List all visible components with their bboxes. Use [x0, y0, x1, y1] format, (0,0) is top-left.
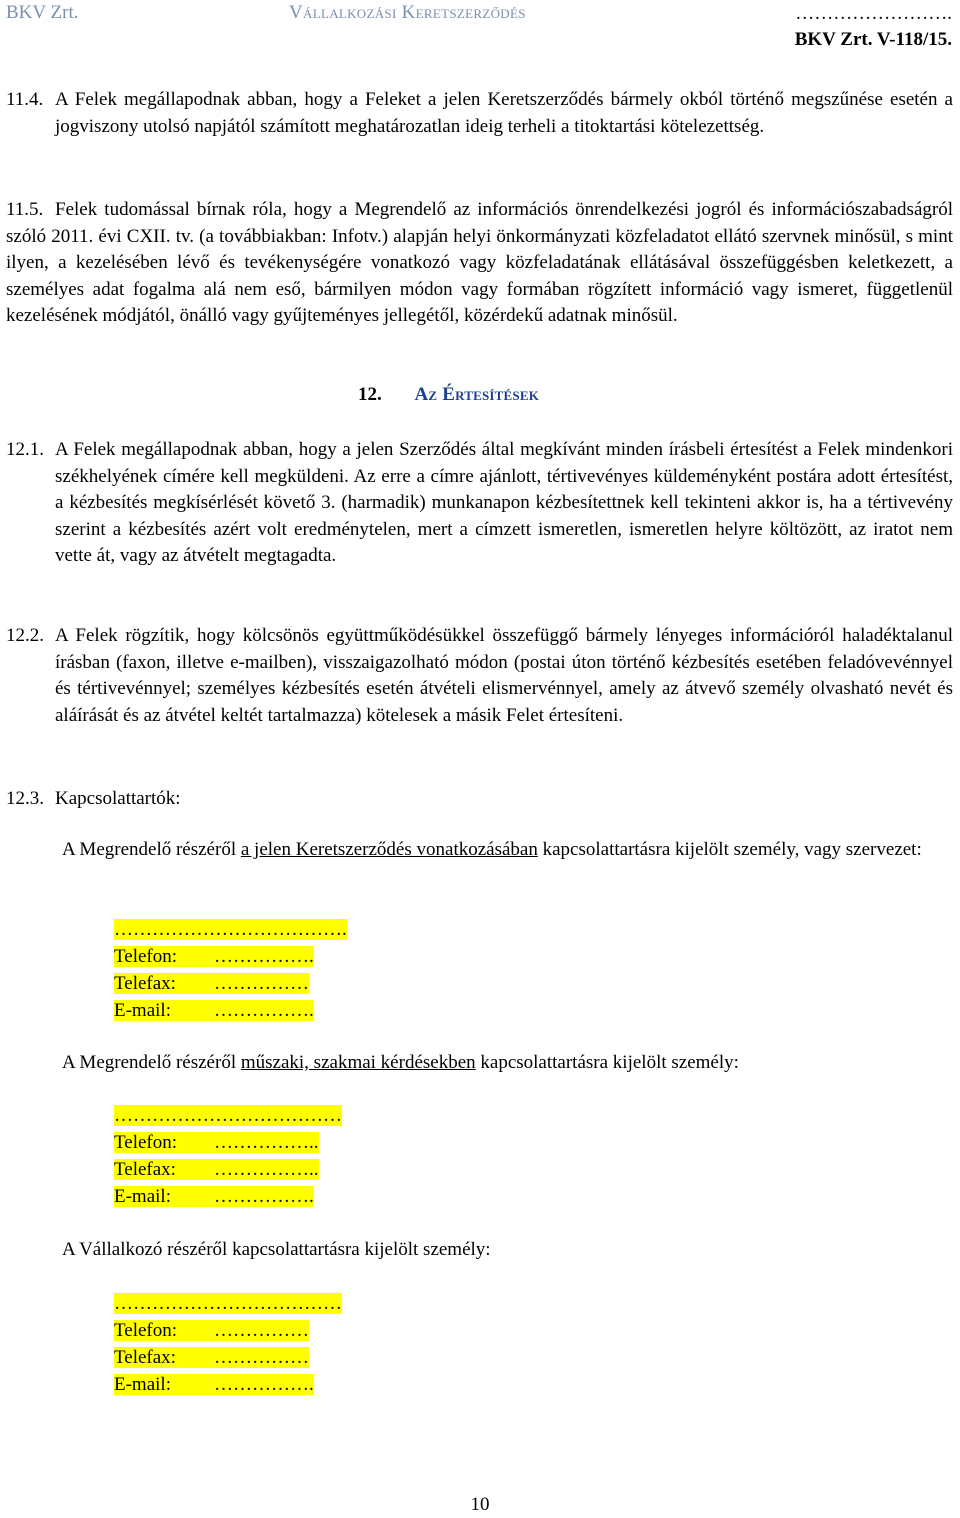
paragraph-text: A Felek megállapodnak abban, hogy a jelen Szerződés által megkívánt minden írásbeli értesítést a Felek mindenkori székhelyének címére kell megküldeni. Az erre a címre ajánlott, tértivevényes küldeményként postára adott értesítést, a kézbesítés megkísérlését követő 3. (harmadik) munkanapon kézbesítettnek kell tekinteni akkor is, ha a tértivevény szerint a kézbesítés azért volt eredménytelen, mert a címzett ismeretlen, ismeretlen helyre költözött, az iratot nem vette át, vagy az átvételt megtagadta. — [55, 439, 953, 567]
paragraph-number: 11.4. — [6, 89, 44, 110]
paragraph-text: A Felek megállapodnak abban, hogy a Feleket a jelen Keretszerződés bármely okból történő megszűnése esetén a jogviszony utolsó napjától számított meghatározatlan ideig terheli a titoktartási kötelezettség. — [55, 89, 953, 137]
fax-label: Telefax: — [114, 1159, 176, 1180]
header-company: BKV Zrt. — [6, 2, 79, 23]
email-placeholder: ……………. — [214, 1000, 314, 1021]
fax-label: Telefax: — [114, 1347, 176, 1368]
paragraph-text: A Felek rögzítik, hogy kölcsönös együttműködésükkel összefüggő bármely lényeges információról haladéktalanul írásban (faxon, illetve e-mailben), visszaigazolható módon (postai úton történő kézbesítés esetében feladóvevénnyel és tértivevénnyel; személyes kézbesítés esetén átvételi elismervénnyel, amely az átvevő személy olvasható nevét és aláírását és az átvétel keltét tartalmazza) kötelesek a másik Felet értesíteni. — [55, 625, 953, 726]
contact-3-intro — [62, 1237, 954, 1264]
fax-placeholder: …………… — [214, 973, 309, 994]
contact-3-fields — [114, 1290, 342, 1398]
fax-placeholder: …………….. — [214, 1159, 319, 1180]
header-contract-code: BKV Zrt. V-118/15. — [794, 29, 952, 50]
email-label: E-mail: — [114, 1374, 171, 1395]
phone-label: Telefon: — [114, 1132, 178, 1153]
email-label: E-mail: — [114, 1000, 171, 1021]
intro-text: kapcsolattartásra kijelölt személy: — [475, 1052, 739, 1073]
paragraph-11-5 — [6, 197, 953, 330]
fax-label: Telefax: — [114, 973, 176, 994]
header-document-title: Vállalkozási Keretszerződés — [289, 2, 526, 23]
fax-placeholder: …………… — [214, 1347, 309, 1368]
paragraph-text: Kapcsolattartók: — [55, 788, 181, 809]
intro-underlined-text: műszaki, szakmai kérdésekben — [240, 1052, 476, 1073]
header-placeholder-dots: ……………………. — [795, 3, 952, 24]
contact-name-placeholder: ……………………………… — [114, 1105, 342, 1126]
intro-underlined-text: a jelen Keretszerződés vonatkozásában — [240, 839, 538, 860]
page-header — [0, 0, 960, 60]
contact-name-placeholder: ……………………………… — [114, 1293, 342, 1314]
email-placeholder: ……………. — [214, 1186, 314, 1207]
contact-2-fields — [114, 1102, 342, 1210]
page-number: 10 — [470, 1494, 490, 1515]
phone-placeholder: ……………. — [214, 946, 314, 967]
phone-label: Telefon: — [114, 946, 178, 967]
paragraph-number: 12.3. — [6, 788, 44, 809]
section-heading-12 — [358, 384, 539, 406]
phone-label: Telefon: — [114, 1320, 178, 1341]
section-number: 12. — [358, 384, 382, 405]
paragraph-12-1 — [6, 437, 953, 570]
intro-text: A Vállalkozó részéről kapcsolattartásra kijelölt személy: — [62, 1239, 491, 1260]
paragraph-number: 12.2. — [6, 625, 44, 646]
phone-placeholder: …………….. — [214, 1132, 319, 1153]
paragraph-number: 11.5. — [6, 199, 44, 220]
contact-1-fields — [114, 916, 347, 1024]
phone-placeholder: …………… — [214, 1320, 309, 1341]
paragraph-text: Felek tudomással bírnak róla, hogy a Megrendelő az információs önrendelkezési jogról és információszabadságról szóló 2011. évi CXII. tv. (a továbbiakban: Infotv.) alapján helyi önkormányzati közfeladatot ellátó szervnek minősül, s mint ilyen, a kezelésében lévő és tevékenységére vonatkozó vagy közfeladatának ellátásával összefüggésben keletkezett, a személyes adat fogalma alá nem eső, bármilyen módon vagy formában rögzített információ vagy ismeret, függetlenül kezelésének módjától, önálló vagy gyűjteményes jellegétől, közérdekű adatnak minősül. — [6, 199, 953, 327]
contact-2-intro — [62, 1050, 954, 1077]
paragraph-12-2 — [6, 623, 953, 729]
intro-text: A Megrendelő részéről — [62, 1052, 241, 1073]
contact-name-placeholder: ………………………………. — [114, 919, 347, 940]
email-label: E-mail: — [114, 1186, 171, 1207]
intro-text: A Megrendelő részéről — [62, 839, 241, 860]
paragraph-number: 12.1. — [6, 439, 44, 460]
paragraph-12-3 — [6, 786, 953, 813]
email-placeholder: ……………. — [214, 1374, 314, 1395]
intro-text: kapcsolattartásra kijelölt személy, vagy szervezet: — [537, 839, 922, 860]
paragraph-11-4 — [6, 87, 953, 140]
contact-1-intro — [62, 837, 954, 864]
section-title: Az Értesítések — [414, 384, 540, 405]
